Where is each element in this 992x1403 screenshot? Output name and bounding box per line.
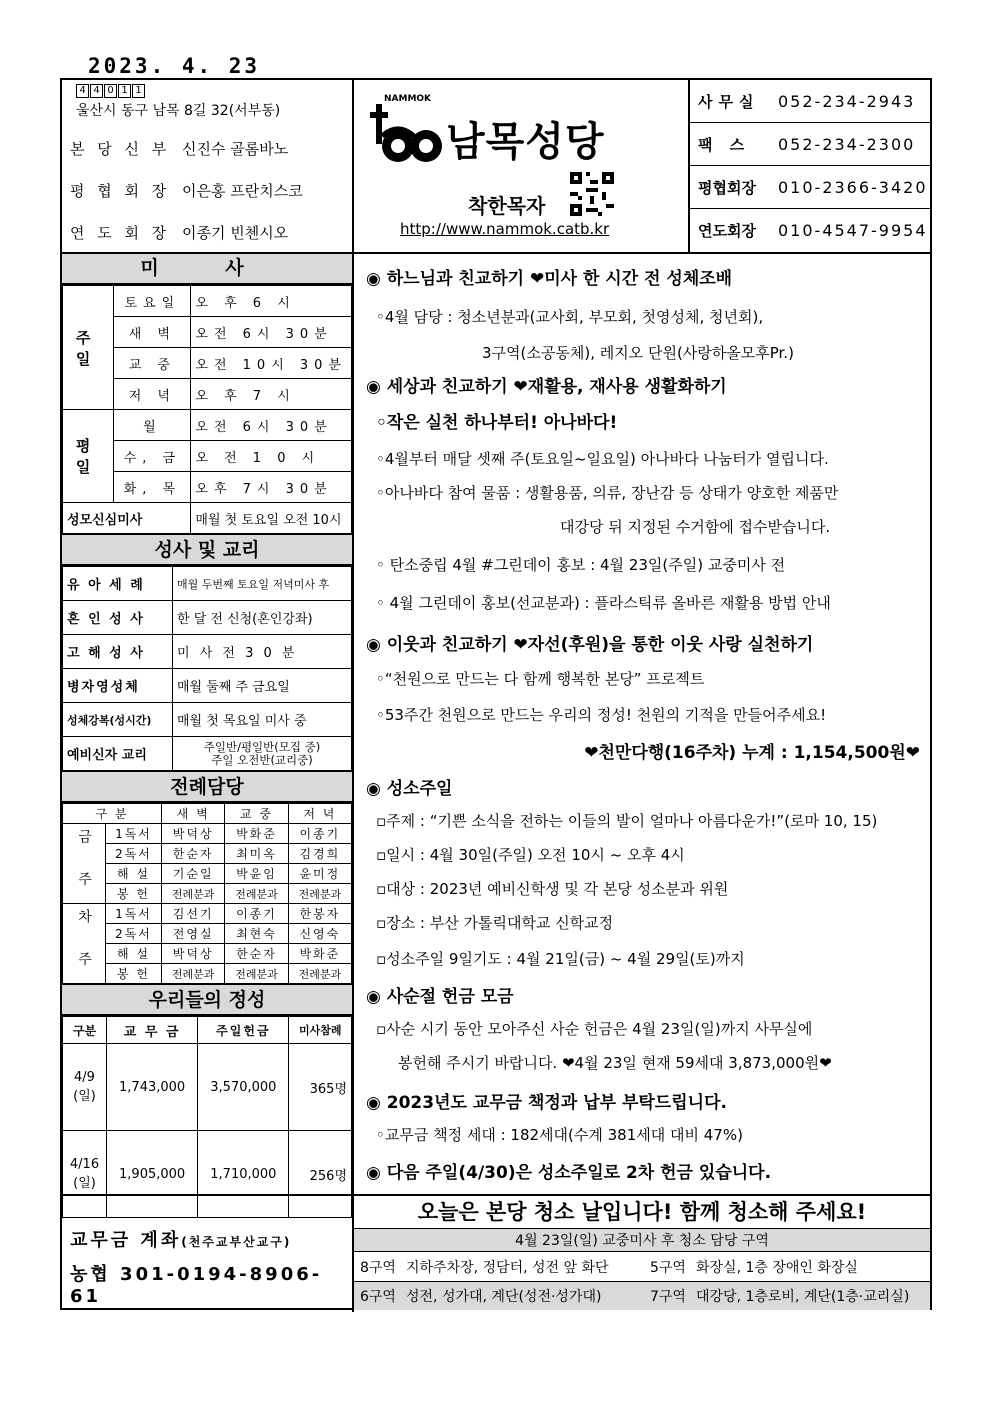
attendance-count: 365명: [289, 1044, 352, 1131]
liturgy-person: 한봉자: [288, 904, 351, 924]
notice-heading: ◉ 세상과 친교하기 ❤재활용, 재사용 생활화하기: [366, 377, 727, 397]
column-header: 교 중: [225, 804, 288, 824]
person-name: 이종기 빈첸시오: [182, 224, 289, 242]
notice-line: ▫사순 시기 동안 모아주신 사순 헌금은 4월 23일(일)까지 사무실에: [376, 1020, 813, 1038]
sacrament-label: 성체강복(성시간): [63, 703, 173, 737]
mass-time: 오전 6시 30분: [191, 410, 352, 441]
sacrament-value: 매월 두번째 토요일 저녁미사 후: [173, 567, 352, 601]
notice-line: ▫성소주일 9일기도 : 4월 21일(금) ~ 4월 29일(토)까지: [376, 950, 745, 968]
notice-heading: ◉ 하느님과 친교하기 ❤미사 한 시간 전 성체조배: [366, 269, 733, 289]
collection-amount: 3,570,000: [198, 1044, 289, 1131]
sacrament-value: 미 사 전 3 0 분: [173, 635, 352, 669]
notice-line: 대강당 뒤 지정된 수거함에 접수받습니다.: [560, 518, 831, 536]
table-row: [63, 844, 352, 864]
header-info: [62, 80, 354, 252]
sacrament-label: 유 아 세 례: [63, 567, 173, 601]
bulletin-date: 2023. 4. 23: [88, 54, 261, 78]
mass-day: 저 녁: [114, 379, 191, 410]
table-row: [63, 1044, 352, 1131]
sacrament-value: 한 달 전 신청(혼인강좌): [173, 601, 352, 635]
liturgy-person: 이종기: [225, 904, 288, 924]
table-row: [63, 410, 352, 441]
mass-day: 수, 금: [114, 441, 191, 472]
church-motto: 착한목자: [468, 194, 546, 218]
liturgy-person: 이종기: [288, 824, 351, 844]
mass-day: 월: [114, 410, 191, 441]
table-row: [63, 737, 352, 771]
pastor-row: [70, 138, 288, 159]
zip-digit: 1: [132, 84, 145, 98]
offering-date: [63, 1044, 107, 1131]
weekday-group-label: 평 일: [63, 410, 114, 503]
column-header: 새 벽: [162, 804, 225, 824]
offering-table: [62, 1016, 352, 1218]
notices-column: [354, 254, 930, 1194]
liturgy-person: 기순일: [162, 864, 225, 884]
liturgy-person: 박화준: [288, 944, 351, 964]
sacrament-value: 매월 둘째 주 금요일: [173, 669, 352, 703]
marian-mass-label: 성모신심미사: [63, 503, 191, 534]
mass-time: 오전 6시 30분: [191, 317, 352, 348]
notice-heading: ◉ 다음 주일(4/30)은 성소주일로 2차 헌금 있습니다.: [366, 1163, 772, 1183]
this-week-label: 금 주: [63, 824, 106, 904]
zone-label: 8구역: [360, 1259, 396, 1276]
contact-label: 평협회장: [698, 178, 756, 197]
cleaning-title: 오늘은 본당 청소 날입니다! 함께 청소해 주세요!: [417, 1200, 867, 1224]
contact-number: 052-234-2943: [778, 91, 916, 111]
notice-heading: ◉ 2023년도 교무금 책정과 납부 부탁드립니다.: [366, 1093, 727, 1113]
table-row: [63, 601, 352, 635]
offering-section-title: 우리들의 정성: [62, 984, 352, 1016]
day-text: (일): [73, 1089, 96, 1104]
zip-digit: 4: [76, 84, 89, 98]
sacrament-value: 매월 첫 목요일 미사 중: [173, 703, 352, 737]
notice-line: ◦아나바다 참여 물품 : 생활용품, 의류, 장난감 등 상태가 양호한 제품만: [376, 484, 839, 502]
mass-time: 오전 10시 30분: [191, 348, 352, 379]
prayer-president-row: [70, 222, 288, 243]
liturgy-role: 2독서: [106, 924, 162, 944]
liturgy-role: 봉 헌: [106, 964, 162, 984]
contact-council-president: [690, 166, 930, 209]
zone-label: 7구역: [650, 1289, 686, 1305]
mass-time: 오 후 7 시: [191, 379, 352, 410]
table-row: [63, 669, 352, 703]
role-label: 연 도 회 장: [70, 224, 171, 242]
mass-section-title: 미 사: [62, 254, 352, 285]
contact-label: 사무실: [698, 92, 760, 111]
account-number: 농협 301-0194-8906-61: [70, 1264, 323, 1307]
notice-line: ◦ 탄소중립 4월 #그린데이 홍보 : 4월 23일(주일) 교중미사 전: [376, 556, 786, 574]
cleaning-row: [354, 1252, 930, 1281]
liturgy-role: 1독서: [106, 824, 162, 844]
liturgy-person: 전례분과: [225, 884, 288, 904]
liturgy-table: [62, 803, 352, 984]
liturgy-person: 최미옥: [225, 844, 288, 864]
account-note: (천주교부산교구): [181, 1235, 292, 1249]
table-row: [63, 924, 352, 944]
church-address: 울산시 동구 남목 8길 32(서부동): [76, 103, 281, 119]
column-header: 주일헌금: [198, 1017, 289, 1044]
contact-number: 010-2366-3420: [778, 177, 928, 197]
bulletin-frame: [60, 78, 932, 1310]
zip-code: [76, 84, 146, 98]
header: [62, 80, 930, 254]
liturgy-person: 박화준: [225, 824, 288, 844]
cleaning-block: [354, 1196, 930, 1312]
next-week-label: 차 주: [63, 904, 106, 984]
catechism-line: 주일반/평일반(모집 중): [203, 739, 321, 754]
liturgy-person: 신영숙: [288, 924, 351, 944]
mass-day: 토요일: [114, 286, 191, 317]
mass-day: 교 중: [114, 348, 191, 379]
mass-time: 오 전 1 0 시: [191, 441, 352, 472]
cleaning-subtitle: 4월 23일(일) 교중미사 후 청소 담당 구역: [354, 1228, 930, 1252]
zip-digit: 1: [118, 84, 131, 98]
liturgy-person: 한순자: [225, 944, 288, 964]
liturgy-role: 해 설: [106, 864, 162, 884]
church-logo-icon: [368, 96, 448, 176]
liturgy-person: 박덕상: [162, 824, 225, 844]
notice-line: ▫장소 : 부산 가톨릭대학교 신학교정: [376, 914, 614, 932]
notice-line: ◦“천원으로 만드는 다 함께 행복한 본당” 프로젝트: [376, 670, 705, 688]
liturgy-role: 해 설: [106, 944, 162, 964]
liturgy-role: 2독서: [106, 844, 162, 864]
column-header: 저 녁: [288, 804, 351, 824]
column-header: 구분: [63, 1017, 107, 1044]
collection-amount: 1,710,000: [198, 1131, 289, 1218]
contact-number: 010-4547-9954: [778, 221, 928, 240]
account-title: [70, 1226, 291, 1252]
mass-day: 화, 목: [114, 472, 191, 503]
sacrament-label: 예비신자 교리: [63, 737, 173, 771]
table-row: [63, 286, 352, 317]
person-name: 신진수 골롬바노: [182, 140, 289, 158]
notice-line: ◦53주간 천원으로 만드는 우리의 정성! 천원의 기적을 만들어주세요!: [376, 706, 827, 724]
tithe-amount: 1,743,000: [107, 1044, 198, 1131]
notice-heading: ◉ 이웃과 친교하기 ❤자선(후원)을 통한 이웃 사랑 실천하기: [366, 635, 814, 655]
liturgy-person: 전영실: [162, 924, 225, 944]
notice-line: ◦작은 실천 하나부터! 아나바다!: [376, 413, 618, 433]
contact-list: [690, 80, 930, 252]
tithe-amount: 1,905,000: [107, 1131, 198, 1218]
table-row: [63, 804, 352, 824]
column-header: 미사참례: [289, 1017, 352, 1044]
table-row: [63, 944, 352, 964]
notice-line: ▫대상 : 2023년 예비신학생 및 각 본당 성소분과 위원: [376, 880, 729, 898]
day-text: (일): [73, 1176, 96, 1191]
notice-line: 3구역(소공동체), 레지오 단원(사랑하올모후Pr.): [482, 344, 794, 362]
notice-line: ▫일시 : 4월 30일(주일) 오전 10시 ~ 오후 4시: [376, 846, 685, 864]
notice-line: ▫주제 : “기쁜 소식을 전하는 이들의 발이 얼마나 아름다운가!”(로마 10, 15): [376, 812, 878, 830]
zip-digit: 0: [104, 84, 117, 98]
liturgy-person: 전례분과: [162, 884, 225, 904]
zone-places: 성전, 성가대, 계단(성전·성가대): [406, 1289, 602, 1305]
table-row: [63, 884, 352, 904]
marian-mass-time: 매월 첫 토요일 오전 10시: [191, 503, 352, 534]
person-name: 이은홍 프란치스코: [182, 182, 303, 200]
contact-office: [690, 80, 930, 123]
account-info: [62, 1196, 354, 1312]
table-row: [63, 864, 352, 884]
qr-code-icon: [570, 172, 614, 216]
column-header: 교 무 금: [107, 1017, 198, 1044]
notice-heading: ◉ 성소주일: [366, 779, 453, 799]
liturgy-person: 최현숙: [225, 924, 288, 944]
liturgy-person: 김선기: [162, 904, 225, 924]
liturgy-person: 전례분과: [162, 964, 225, 984]
table-row: [63, 904, 352, 924]
column-header: 구 분: [63, 804, 162, 824]
zone-label: 6구역: [360, 1289, 396, 1305]
table-row: [63, 824, 352, 844]
table-row: [63, 635, 352, 669]
liturgy-role: 봉 헌: [106, 884, 162, 904]
table-row: [63, 703, 352, 737]
zip-digit: 4: [90, 84, 103, 98]
liturgy-person: 박윤임: [225, 864, 288, 884]
table-row: [63, 1017, 352, 1044]
church-name: 남목성당: [446, 119, 605, 165]
catechism-line: 주일 오전반(교리중): [211, 752, 313, 767]
cleaning-row: [354, 1281, 930, 1310]
zone-label: 5구역: [650, 1259, 686, 1276]
footer: [62, 1194, 930, 1310]
notice-line: ◦ 4월 그린데이 홍보(선교분과) : 플라스틱류 올바른 재활용 방법 안내: [376, 594, 831, 612]
table-row: [63, 503, 352, 534]
liturgy-person: 김경희: [288, 844, 351, 864]
mass-time: 오후 7시 30분: [191, 472, 352, 503]
date-text: 4/9: [74, 1070, 95, 1085]
liturgy-person: 박덕상: [162, 944, 225, 964]
liturgy-person: 윤미정: [288, 864, 351, 884]
zone-places: 화장실, 1층 장애인 화장실: [696, 1259, 858, 1276]
contact-label: 연도회장: [698, 222, 756, 240]
liturgy-person: 전례분과: [225, 964, 288, 984]
contact-fax: [690, 123, 930, 166]
liturgy-person: 한순자: [162, 844, 225, 864]
zone-places: 지하주차장, 정담터, 성전 앞 화단: [406, 1259, 609, 1276]
notice-line: ◦4월 담당 : 청소년분과(교사회, 부모회, 첫영성체, 청년회),: [376, 308, 764, 326]
sacraments-section-title: 성사 및 교리: [62, 534, 352, 566]
zone-places: 대강당, 1층로비, 계단(1층·교리실): [696, 1289, 910, 1305]
sacrament-value: [173, 737, 352, 771]
sunday-group-label: 주 일: [63, 286, 114, 410]
role-label: 평 협 회 장: [70, 182, 171, 200]
mass-time: 오 후 6 시: [191, 286, 352, 317]
contact-prayer-president: [690, 209, 930, 252]
council-president-row: [70, 180, 303, 201]
mass-schedule-table: [62, 285, 352, 534]
notice-line: 봉헌해 주시기 바랍니다. ❤4월 23일 현재 59세대 3,873,000원❤: [398, 1054, 832, 1072]
liturgy-section-title: 전례담당: [62, 771, 352, 803]
church-website-link[interactable]: http://www.nammok.catb.kr: [400, 220, 610, 238]
liturgy-person: 전례분과: [288, 964, 351, 984]
date-text: 4/16: [69, 1157, 100, 1172]
sacrament-label: 병자영성체: [63, 669, 173, 703]
attendance-count: 256명: [289, 1131, 352, 1218]
mass-day: 새 벽: [114, 317, 191, 348]
liturgy-person: 전례분과: [288, 884, 351, 904]
contact-label: 팩 스: [698, 135, 751, 154]
left-column: [62, 254, 354, 1194]
contact-number: 052-234-2300: [778, 134, 916, 154]
table-row: [63, 567, 352, 601]
notice-heading: ◉ 사순절 헌금 모금: [366, 987, 514, 1007]
logo-small-text: NAMMOK: [384, 94, 432, 104]
notice-line: ◦4월부터 매달 셋째 주(토요일~일요일) 아나바다 나눔터가 열립니다.: [376, 450, 829, 468]
sacraments-table: [62, 566, 352, 771]
church-logo-block: [354, 80, 690, 252]
role-label: 본 당 신 부: [70, 140, 171, 158]
sacrament-label: 고 해 성 사: [63, 635, 173, 669]
liturgy-role: 1독서: [106, 904, 162, 924]
table-row: [63, 964, 352, 984]
sacrament-label: 혼 인 성 사: [63, 601, 173, 635]
notice-line: ❤천만다행(16주차) 누계 : 1,154,500원❤: [584, 743, 920, 763]
account-title-text: 교무금 계좌: [70, 1230, 182, 1251]
notice-line: ◦교무금 책정 세대 : 182세대(수계 381세대 대비 47%): [376, 1126, 743, 1144]
